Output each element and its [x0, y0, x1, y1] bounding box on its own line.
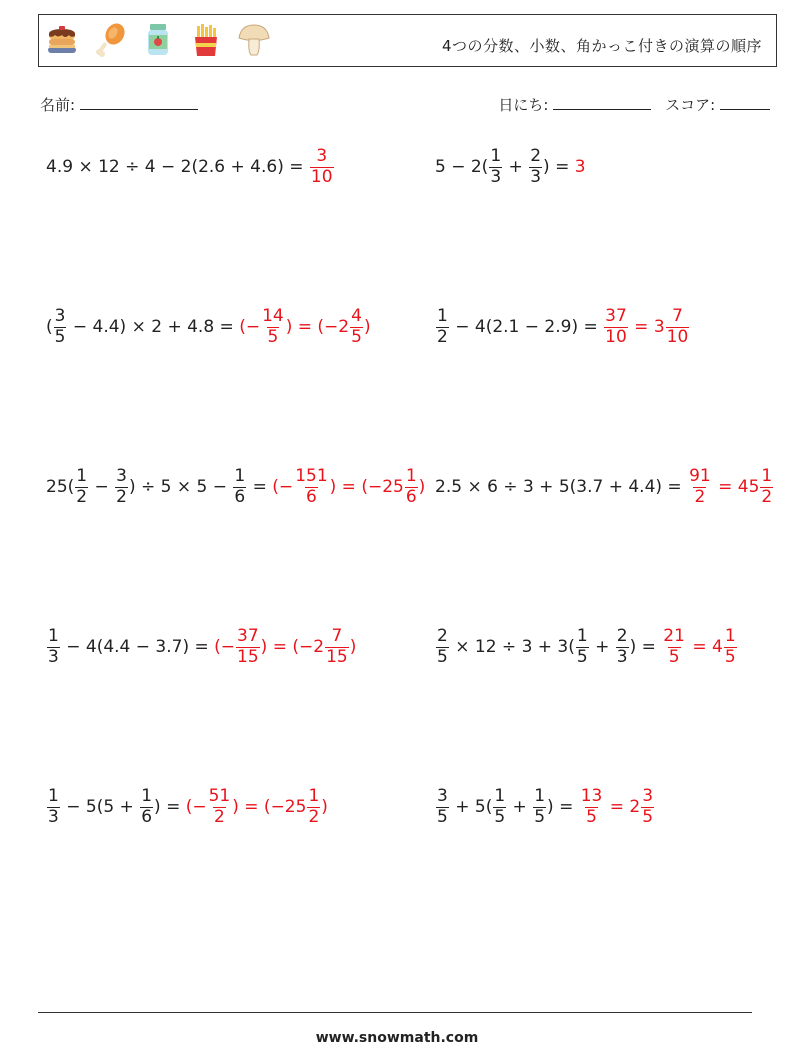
denominator: 15 — [237, 646, 259, 667]
question-text: + 5( — [449, 797, 493, 818]
answer — [214, 628, 356, 667]
header-box — [38, 14, 777, 67]
answer-text: = 2 — [604, 797, 641, 818]
answer-fraction — [236, 628, 260, 667]
question-text: = — [247, 477, 273, 498]
problem-4 — [435, 308, 690, 347]
question-text: − 4(4.4 − 3.7) = — [60, 637, 215, 658]
answer-text: = 4 — [686, 637, 723, 658]
fraction — [54, 308, 67, 347]
numerator: 3 — [116, 466, 127, 486]
denominator: 5 — [267, 326, 279, 347]
question-text: − 5(5 + — [60, 797, 140, 818]
worksheet-title: 4つの分数、小数、角かっこ付きの演算の順序 — [441, 37, 762, 55]
question-text: × 12 ÷ 3 + 3( — [449, 637, 575, 658]
fraction — [140, 788, 153, 827]
denominator: 3 — [48, 806, 59, 827]
fraction — [489, 148, 502, 187]
date-label: 日にち: — [498, 96, 549, 114]
denominator: 3 — [48, 646, 59, 667]
pancakes-icon — [43, 21, 81, 59]
question-text: + — [507, 797, 533, 818]
numerator: 51 — [208, 786, 231, 806]
answer-text: = 45 — [712, 477, 760, 498]
answer-fraction — [405, 468, 418, 507]
answer — [186, 788, 328, 827]
footer-url[interactable]: www.snowmath.com — [315, 1030, 479, 1046]
numerator: 1 — [308, 786, 320, 806]
fraction — [576, 628, 589, 667]
answer-fraction — [261, 308, 285, 347]
numerator: 13 — [580, 786, 603, 806]
header-icons — [43, 21, 273, 59]
numerator: 2 — [530, 146, 542, 166]
problem-10 — [435, 788, 655, 827]
numerator: 1 — [490, 146, 502, 166]
denominator: 2 — [76, 486, 88, 507]
fraction — [75, 468, 88, 507]
answer-text: ) — [418, 477, 426, 498]
jam-jar-icon — [139, 21, 177, 59]
denominator: 5 — [351, 326, 362, 347]
problem-5 — [46, 468, 425, 507]
numerator: 3 — [316, 146, 328, 166]
answer-fraction — [604, 308, 628, 347]
numerator: 2 — [437, 626, 448, 646]
numerator: 1 — [437, 306, 448, 326]
question-text: − — [89, 477, 115, 498]
numerator: 1 — [494, 786, 506, 806]
question-text: 5 − 2( — [435, 157, 489, 178]
denominator: 2 — [437, 326, 448, 347]
fraction — [533, 788, 546, 827]
denominator: 6 — [234, 486, 246, 507]
fraction — [436, 628, 449, 667]
answer-fraction — [688, 468, 712, 507]
numerator: 14 — [262, 306, 284, 326]
fraction — [529, 148, 542, 187]
question-text: − 4.4) × 2 + 4.8 = — [67, 317, 240, 338]
problem-7 — [46, 628, 356, 667]
answer-text: ) — [349, 637, 357, 658]
fraction — [493, 788, 506, 827]
footer-divider — [38, 1012, 752, 1013]
answer — [309, 148, 335, 187]
question-text: ) = — [154, 797, 186, 818]
answer — [272, 468, 425, 507]
numerator: 1 — [48, 786, 59, 806]
question-text: ( — [46, 317, 53, 338]
fraction — [47, 628, 60, 667]
fraction — [616, 628, 629, 667]
denominator: 10 — [605, 326, 627, 347]
denominator: 5 — [642, 806, 654, 827]
answer — [575, 157, 586, 177]
answer-text: ) = (−2 — [260, 637, 325, 658]
numerator: 3 — [642, 786, 654, 806]
numerator: 1 — [576, 626, 588, 646]
answer-text: (− — [239, 317, 261, 338]
answer-fraction — [208, 788, 232, 827]
answer-fraction — [666, 308, 690, 347]
answer-text: (− — [272, 477, 294, 498]
denominator: 5 — [437, 806, 448, 827]
answer-fraction — [662, 628, 686, 667]
problem-2 — [435, 148, 586, 187]
fraction — [436, 308, 449, 347]
answer-fraction — [310, 148, 334, 187]
numerator: 1 — [761, 466, 773, 486]
numerator: 2 — [616, 626, 628, 646]
problem-6 — [435, 468, 774, 507]
denominator: 6 — [141, 806, 153, 827]
fraction — [436, 788, 449, 827]
mushroom-icon — [235, 21, 273, 59]
answer-text: ) — [363, 317, 371, 338]
question-text: 25( — [46, 477, 75, 498]
denominator: 10 — [666, 326, 689, 347]
denominator: 3 — [616, 646, 628, 667]
answer-fraction — [350, 308, 363, 347]
numerator: 1 — [48, 626, 59, 646]
question-text: − 4(2.1 − 2.9) = — [449, 317, 604, 338]
question-text: 4.9 × 12 ÷ 4 − 2(2.6 + 4.6) = — [46, 157, 309, 178]
answer — [687, 468, 774, 507]
denominator: 3 — [490, 166, 502, 187]
answer-value: 3 — [574, 157, 586, 178]
question-text: + — [503, 157, 529, 178]
chicken-leg-icon — [91, 21, 129, 59]
question-text: ) ÷ 5 × 5 − — [128, 477, 233, 498]
question-text: ) = — [543, 157, 575, 178]
date-field — [498, 94, 651, 115]
answer-text: = 3 — [628, 317, 665, 338]
problem-8 — [435, 628, 738, 667]
score-field — [665, 94, 770, 115]
answer — [603, 308, 690, 347]
denominator: 5 — [437, 646, 448, 667]
denominator: 5 — [668, 646, 680, 667]
numerator: 1 — [141, 786, 153, 806]
answer-fraction — [580, 788, 604, 827]
score-blank[interactable] — [720, 95, 770, 110]
score-label: スコア: — [665, 96, 716, 114]
fraction — [115, 468, 128, 507]
answer — [661, 628, 737, 667]
question-text: + — [589, 637, 615, 658]
denominator: 5 — [576, 646, 588, 667]
denominator: 6 — [405, 486, 417, 507]
denominator: 5 — [494, 806, 506, 827]
date-blank[interactable] — [553, 95, 651, 110]
numerator: 4 — [351, 306, 362, 326]
answer-text: ) — [321, 797, 328, 818]
numerator: 1 — [724, 626, 736, 646]
denominator: 2 — [308, 806, 320, 827]
denominator: 2 — [694, 486, 706, 507]
problem-9 — [46, 788, 328, 827]
denominator: 3 — [530, 166, 542, 187]
denominator: 2 — [761, 486, 773, 507]
name-field — [40, 94, 198, 115]
answer-fraction — [294, 468, 328, 507]
denominator: 10 — [310, 166, 333, 187]
denominator: 2 — [116, 486, 127, 507]
name-label: 名前: — [40, 96, 76, 114]
answer-fraction — [641, 788, 654, 827]
numerator: 3 — [54, 306, 66, 326]
fraction — [233, 468, 246, 507]
answer-fraction — [307, 788, 320, 827]
problem-3 — [46, 308, 371, 347]
question-text: 2.5 × 6 ÷ 3 + 5(3.7 + 4.4) = — [435, 477, 688, 498]
answer-fraction — [724, 628, 737, 667]
answer-fraction — [325, 628, 349, 667]
answer-text: (− — [185, 797, 207, 818]
answer-fraction — [760, 468, 773, 507]
french-fries-icon — [187, 21, 225, 59]
problem-1 — [46, 148, 335, 187]
fraction — [47, 788, 60, 827]
denominator: 5 — [724, 646, 736, 667]
question-text: ) = — [547, 797, 579, 818]
denominator: 2 — [214, 806, 225, 827]
numerator: 1 — [76, 466, 88, 486]
answer — [239, 308, 370, 347]
answer-text: ) = (−25 — [232, 797, 307, 818]
answer-text: ) = (−2 — [285, 317, 350, 338]
question-text: ) = — [629, 637, 662, 658]
answer-text: ) = (−25 — [329, 477, 404, 498]
numerator: 7 — [672, 306, 683, 326]
numerator: 151 — [295, 466, 328, 486]
numerator: 91 — [689, 466, 711, 486]
denominator: 15 — [326, 646, 348, 667]
numerator: 1 — [405, 466, 417, 486]
numerator: 37 — [237, 626, 259, 646]
answer-text: (− — [214, 637, 236, 658]
denominator: 5 — [586, 806, 597, 827]
numerator: 1 — [534, 786, 546, 806]
name-blank[interactable] — [80, 95, 198, 110]
numerator: 21 — [663, 626, 685, 646]
answer — [579, 788, 655, 827]
numerator: 7 — [331, 626, 343, 646]
numerator: 37 — [605, 306, 627, 326]
date-score-fields — [498, 94, 770, 115]
numerator: 1 — [234, 466, 246, 486]
denominator: 5 — [54, 326, 66, 347]
denominator: 6 — [306, 486, 317, 507]
numerator: 3 — [437, 786, 448, 806]
denominator: 5 — [534, 806, 546, 827]
